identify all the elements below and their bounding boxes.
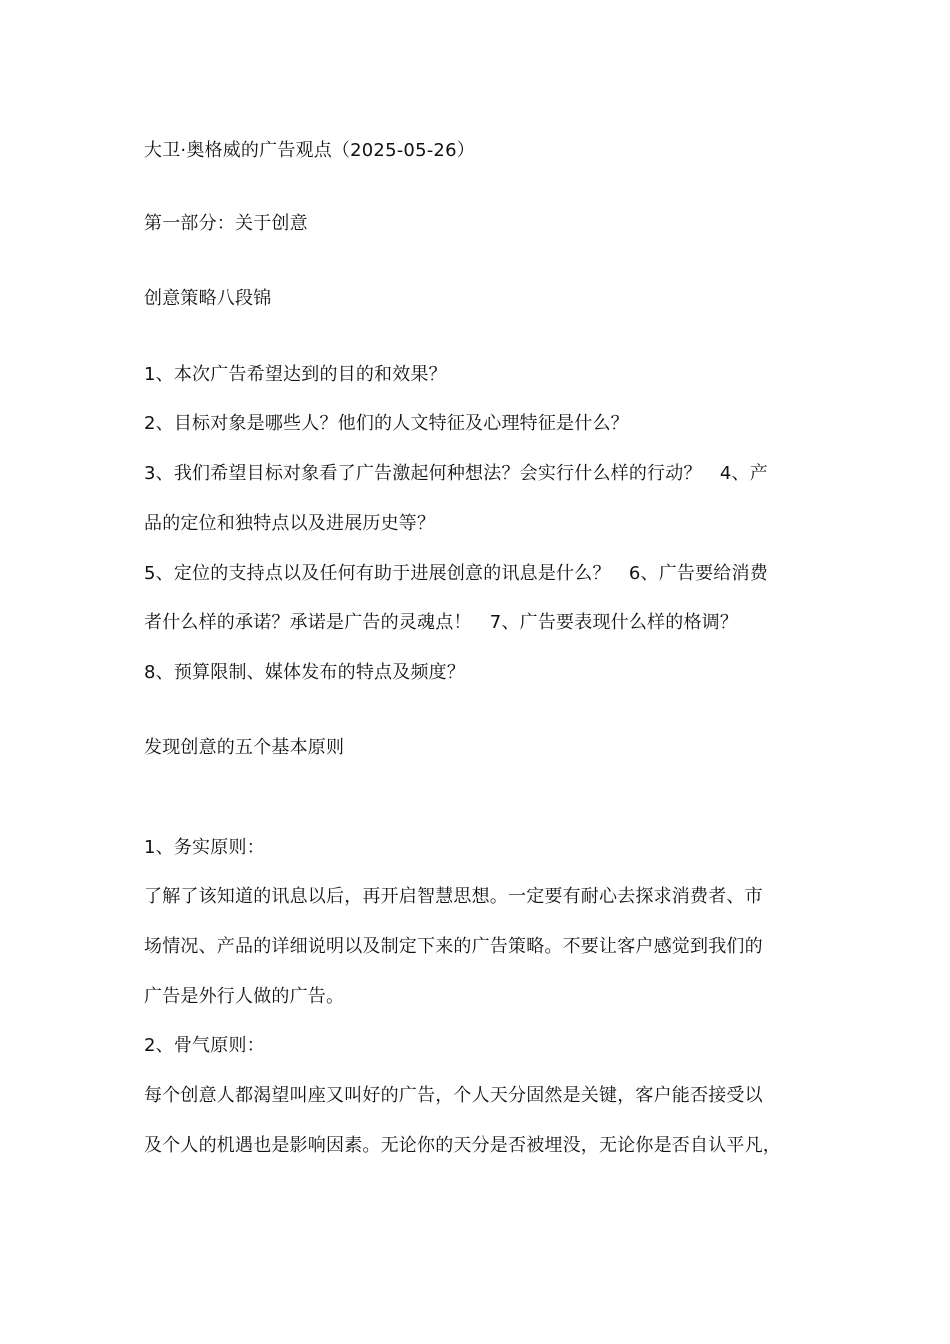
paragraph-line: 品的定位和独特点以及进展历史等？ <box>144 513 436 534</box>
section-heading-principles: 发现创意的五个基本原则 <box>144 737 345 758</box>
section-heading-strategy: 创意策略八段锦 <box>144 288 272 309</box>
document-title: 大卫·奥格威的广告观点（2025-05-26） <box>144 140 475 161</box>
paragraph-line: 每个创意人都渴望叫座又叫好的广告，个人天分固然是关键，客户能否接受以 <box>144 1085 763 1106</box>
paragraph-line: 场情况、产品的详细说明以及制定下来的广告策略。不要让客户感觉到我们的 <box>144 936 763 957</box>
paragraph-line: 1、务实原则： <box>144 837 265 858</box>
paragraph-line: 了解了该知道的讯息以后，再开启智慧思想。一定要有耐心去探求消费者、市 <box>144 886 763 907</box>
paragraph-line: 2、骨气原则： <box>144 1035 265 1056</box>
paragraph-line: 3、我们希望目标对象看了广告激起何种想法？会实行什么样的行动？ 4、产 <box>144 463 768 484</box>
paragraph-line: 及个人的机遇也是影响因素。无论你的天分是否被埋没，无论你是否自认平凡， <box>144 1135 781 1156</box>
paragraph-line: 8、预算限制、媒体发布的特点及频度？ <box>144 662 466 683</box>
part-heading: 第一部分：关于创意 <box>144 213 308 234</box>
paragraph-line: 2、目标对象是哪些人？他们的人文特征及心理特征是什么？ <box>144 413 629 434</box>
paragraph-line: 1、本次广告希望达到的目的和效果？ <box>144 364 447 385</box>
paragraph-line: 广告是外行人做的广告。 <box>144 986 345 1007</box>
paragraph-line: 5、定位的支持点以及任何有助于进展创意的讯息是什么？ 6、广告要给消费 <box>144 563 768 584</box>
paragraph-line: 者什么样的承诺？承诺是广告的灵魂点！ 7、广告要表现什么样的格调？ <box>144 612 739 633</box>
